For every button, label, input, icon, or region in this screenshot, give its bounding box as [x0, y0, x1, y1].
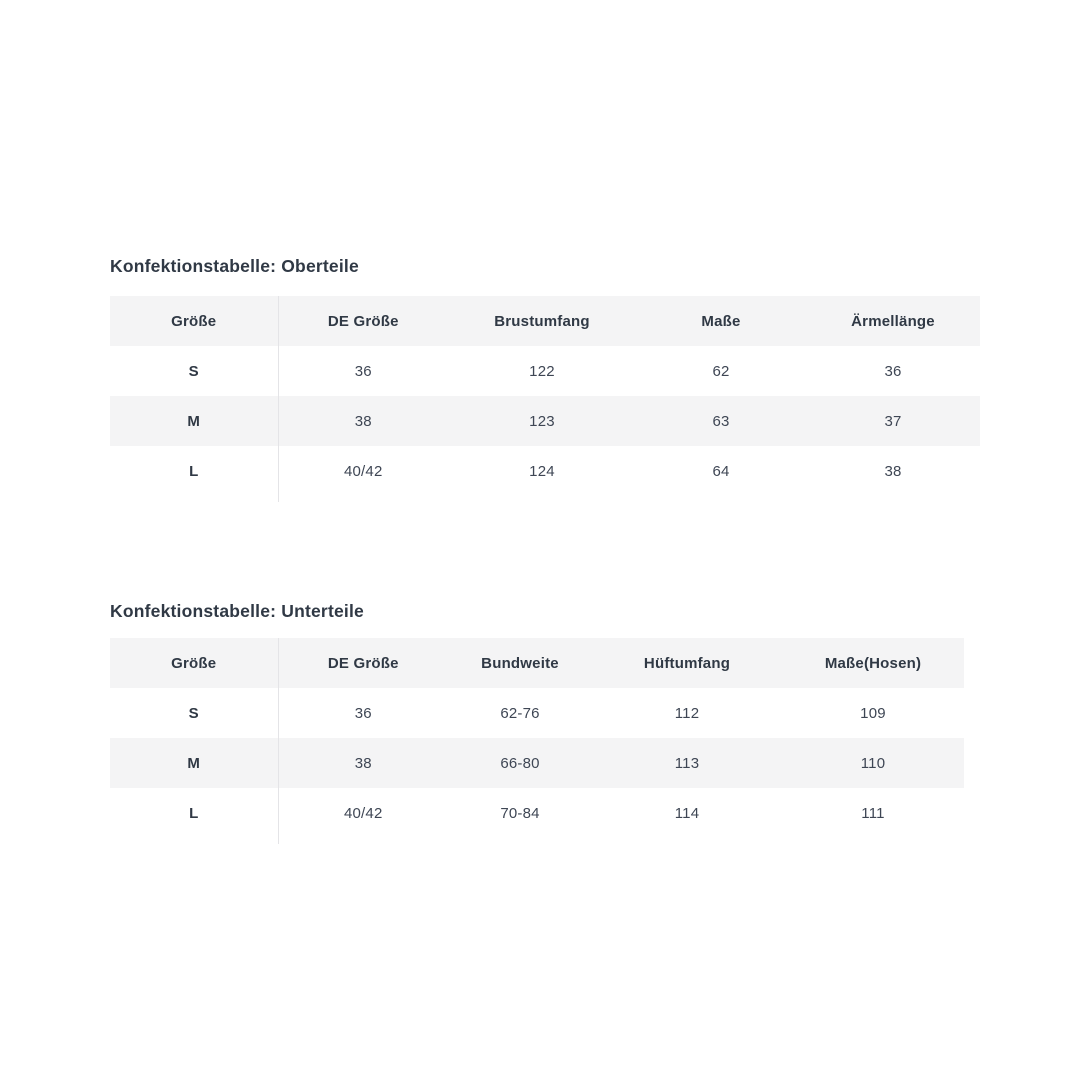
- column-header-groesse: Größe: [110, 296, 278, 346]
- column-header-bundweite: Bundweite: [481, 654, 559, 672]
- value-cell: 122: [529, 362, 555, 380]
- size-cell: M: [110, 396, 278, 446]
- column-header-brustumfang: Brustumfang: [494, 312, 590, 330]
- value-cell: 38: [354, 754, 372, 772]
- column-header-aermellaenge: Ärmellänge: [851, 312, 935, 330]
- value-cell: 36: [354, 362, 372, 380]
- table-row-s: [110, 688, 964, 738]
- value-cell: 38: [884, 462, 902, 480]
- table-row-s: [110, 346, 980, 396]
- value-cell: 36: [354, 704, 372, 722]
- column-header-masse: Maße: [701, 312, 741, 330]
- table-row-l: [110, 788, 964, 838]
- column-header-hueftumfang: Hüftumfang: [643, 654, 731, 672]
- size-cell: S: [110, 346, 278, 396]
- column-divider-tail: [278, 838, 279, 844]
- value-cell: 111: [861, 804, 885, 822]
- value-cell: 36: [884, 362, 902, 380]
- unterteile-size-table: [110, 638, 965, 838]
- column-header-groesse: Größe: [110, 638, 278, 688]
- value-cell: 113: [674, 754, 700, 772]
- column-header-masse-hosen: Maße(Hosen): [824, 654, 922, 672]
- value-cell: 40/42: [343, 804, 383, 822]
- unterteile-header-row: [110, 638, 964, 688]
- oberteile-size-table: [110, 296, 981, 496]
- value-cell: 64: [712, 462, 730, 480]
- oberteile-table-title: Konfektionstabelle: Oberteile: [110, 256, 359, 276]
- value-cell: 62: [712, 362, 730, 380]
- size-cell: S: [110, 688, 278, 738]
- value-cell: 110: [860, 754, 886, 772]
- size-cell: M: [110, 738, 278, 788]
- column-header-de-groesse: DE Größe: [327, 312, 399, 330]
- value-cell: 112: [674, 704, 700, 722]
- table-row-l: [110, 446, 980, 496]
- value-cell: 109: [860, 704, 886, 722]
- value-cell: 70-84: [500, 804, 540, 822]
- size-cell: L: [110, 788, 278, 838]
- table-row-m: [110, 738, 964, 788]
- column-divider-tail: [278, 496, 279, 502]
- table-row-m: [110, 396, 980, 446]
- size-cell: L: [110, 446, 278, 496]
- unterteile-table-title: Konfektionstabelle: Unterteile: [110, 601, 364, 621]
- value-cell: 114: [674, 804, 700, 822]
- value-cell: 62-76: [500, 704, 540, 722]
- value-cell: 63: [712, 412, 730, 430]
- value-cell: 38: [354, 412, 372, 430]
- value-cell: 124: [529, 462, 555, 480]
- value-cell: 123: [529, 412, 555, 430]
- oberteile-header-row: [110, 296, 980, 346]
- value-cell: 40/42: [343, 462, 383, 480]
- column-header-de-groesse: DE Größe: [327, 654, 399, 672]
- value-cell: 37: [884, 412, 902, 430]
- value-cell: 66-80: [500, 754, 540, 772]
